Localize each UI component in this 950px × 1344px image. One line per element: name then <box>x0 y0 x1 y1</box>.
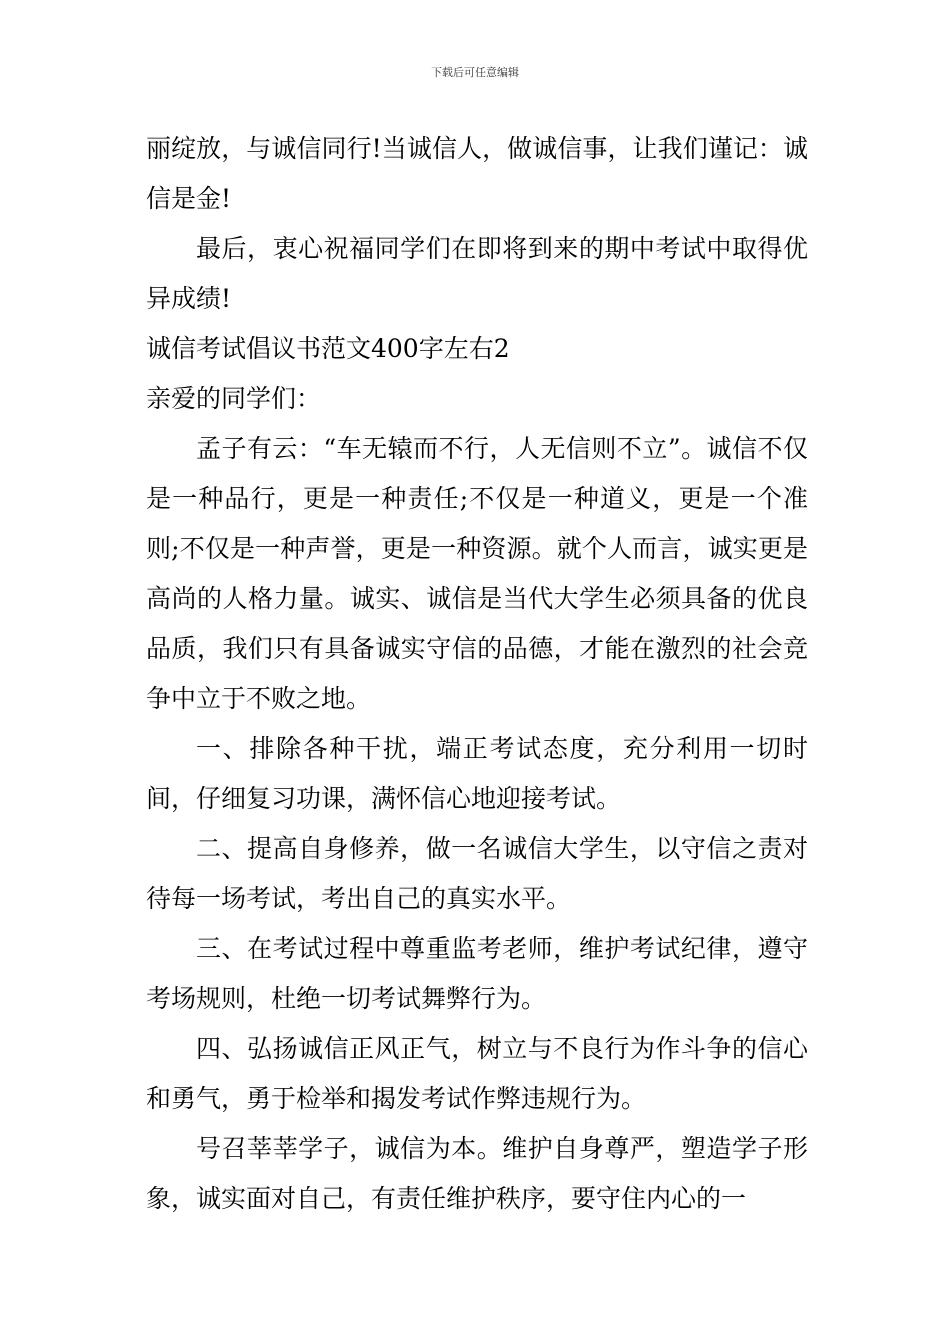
paragraph-2: 最后，衷心祝福同学们在即将到来的期中考试中取得优异成绩! <box>146 234 808 313</box>
section-title: 诚信考试倡议书范文400字左右2 <box>146 334 510 363</box>
salutation: 亲爱的同学们： <box>146 384 322 413</box>
paragraph-point-1: 一、排除各种干扰，端正考试态度，充分利用一切时间，仔细复习功课，满怀信心地迎接考试。 <box>146 734 808 813</box>
paragraph-intro: 孟子有云：“车无辕而不行，人无信则不立”。诚信不仅是一种品行，更是一种责任;不仅是一种道义，更是一个准则;不仅是一种声誉，更是一种资源。就个人而言，诚实更是高尚的人格力量。诚实、诚信是当代大学生必须具备的优良品质，我们只有具备诚实守信的品德，才能在激烈的社会竞争中立于不败之地。 <box>146 434 808 713</box>
paragraph-point-2: 二、提高自身修养，做一名诚信大学生，以守信之责对待每一场考试，考出自己的真实水平。 <box>146 834 808 913</box>
document-body <box>146 124 808 1224</box>
paragraph-closing: 号召莘莘学子，诚信为本。维护自身尊严，塑造学子形象，诚实面对自己，有责任维护秩序，要守住内心的一 <box>146 1134 808 1213</box>
paragraph-1: 丽绽放，与诚信同行!当诚信人，做诚信事，让我们谨记：诚信是金! <box>146 134 808 213</box>
paragraph-point-3: 三、在考试过程中尊重监考老师，维护考试纪律，遵守考场规则，杜绝一切考试舞弊行为。 <box>146 934 808 1013</box>
paragraph-point-4: 四、弘扬诚信正风正气，树立与不良行为作斗争的信心和勇气，勇于检举和揭发考试作弊违规行为。 <box>146 1034 808 1113</box>
page-header: 下载后可任意编辑 <box>431 66 519 79</box>
